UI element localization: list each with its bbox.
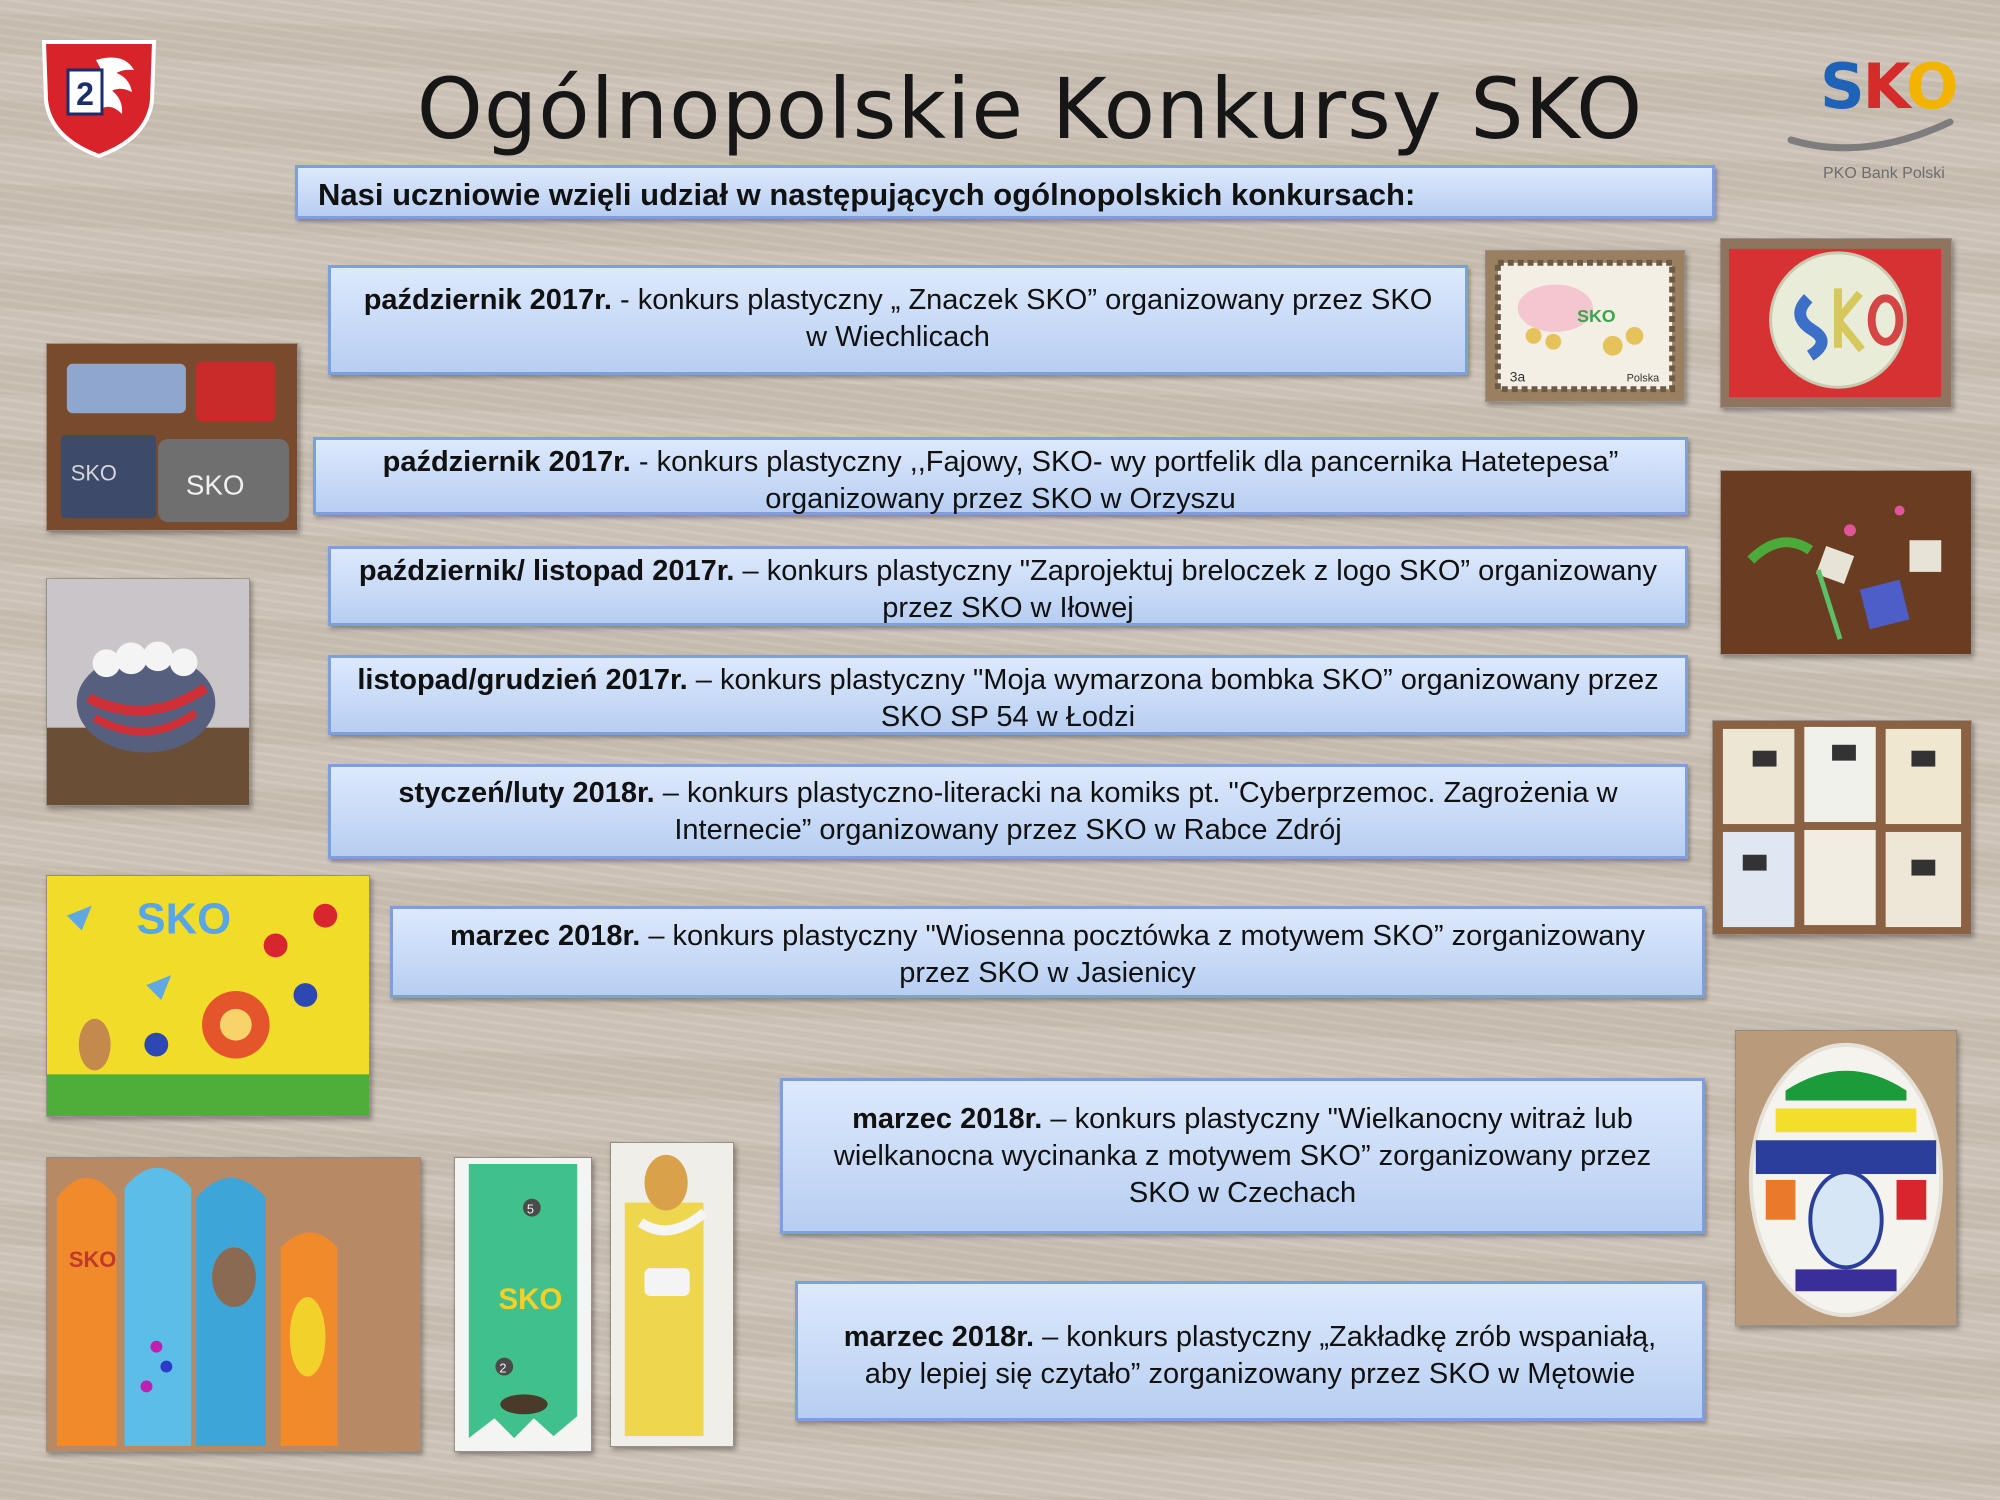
svg-text:3a: 3a [1509, 368, 1526, 385]
photo-giraffe-bookmark [610, 1142, 734, 1447]
emblem-number: 2 [76, 76, 94, 112]
svg-text:Polska: Polska [1626, 372, 1660, 385]
contest-item-4: listopad/grudzień 2017r. – konkurs plastyczny "Moja wymarzona bombka SKO” organizowany przez SKO SP 54 w Łodzi [328, 655, 1688, 735]
photo-comics [1712, 720, 1972, 935]
page-title: Ogólnopolskie Konkursy SKO [416, 60, 1644, 158]
svg-text:2: 2 [499, 1360, 507, 1376]
contest-item-6: marzec 2018r. – konkurs plastyczny "Wiosenna pocztówka z motywem SKO” zorganizowany przez SKO w Jasienicy [390, 906, 1705, 998]
subtitle-banner: Nasi uczniowie wzięli udział w następujących ogólnopolskich konkursach: [295, 165, 1715, 219]
photo-keychains [1720, 470, 1972, 655]
photo-spring-postcard [46, 875, 370, 1117]
photo-wallets [46, 343, 298, 531]
svg-text:SKO: SKO [1577, 306, 1616, 327]
photo-circle-sko-drawing [1720, 238, 1952, 408]
contest-item-2: październik 2017r. - konkurs plastyczny ,,Fajowy, SKO- wy portfelik dla pancernika Hatetepesa” organizowany przez SKO w Orzyszu [313, 437, 1688, 515]
svg-text:5: 5 [526, 1201, 535, 1217]
school-emblem-logo [34, 30, 164, 160]
svg-text:SKO: SKO [498, 1282, 563, 1316]
sko-wordmark: SKO [1820, 50, 1957, 123]
svg-text:SKO: SKO [68, 1247, 117, 1273]
contest-item-1: październik 2017r. - konkurs plastyczny „ Znaczek SKO” organizowany przez SKO w Wiechlicach [328, 265, 1468, 375]
photo-easter-egg [1735, 1030, 1957, 1326]
svg-text:SKO: SKO [185, 469, 245, 501]
photo-green-bookmark [454, 1157, 592, 1452]
contest-item-7: marzec 2018r. – konkurs plastyczny "Wielkanocny witraż lub wielkanocna wycinanka z motywem SKO” zorganizowany przez SKO w Czechach [780, 1078, 1705, 1234]
sko-logo [1785, 50, 1955, 190]
sko-swoosh-icon [1785, 110, 1955, 160]
bank-name: PKO Bank Polski [1823, 165, 1945, 182]
photo-stamp-drawing [1485, 250, 1685, 402]
photo-bookmarks [46, 1157, 421, 1452]
svg-text:SKO: SKO [70, 460, 117, 486]
contest-item-5: styczeń/luty 2018r. – konkurs plastyczno-literacki na komiks pt. "Cyberprzemoc. Zagrożenia w Internecie” organizowany przez SKO w Rabce Zdrój [328, 764, 1688, 859]
contest-item-3: październik/ listopad 2017r. – konkurs plastyczny "Zaprojektuj breloczek z logo SKO” organizowany przez SKO w Iłowej [328, 546, 1688, 626]
contest-item-8: marzec 2018r. – konkurs plastyczny „Zakładkę zrób wspaniałą, aby lepiej się czytało” zorganizowany przez SKO w Mętowie [795, 1281, 1705, 1421]
svg-text:SKO: SKO [136, 894, 232, 944]
photo-bauble [46, 578, 250, 806]
